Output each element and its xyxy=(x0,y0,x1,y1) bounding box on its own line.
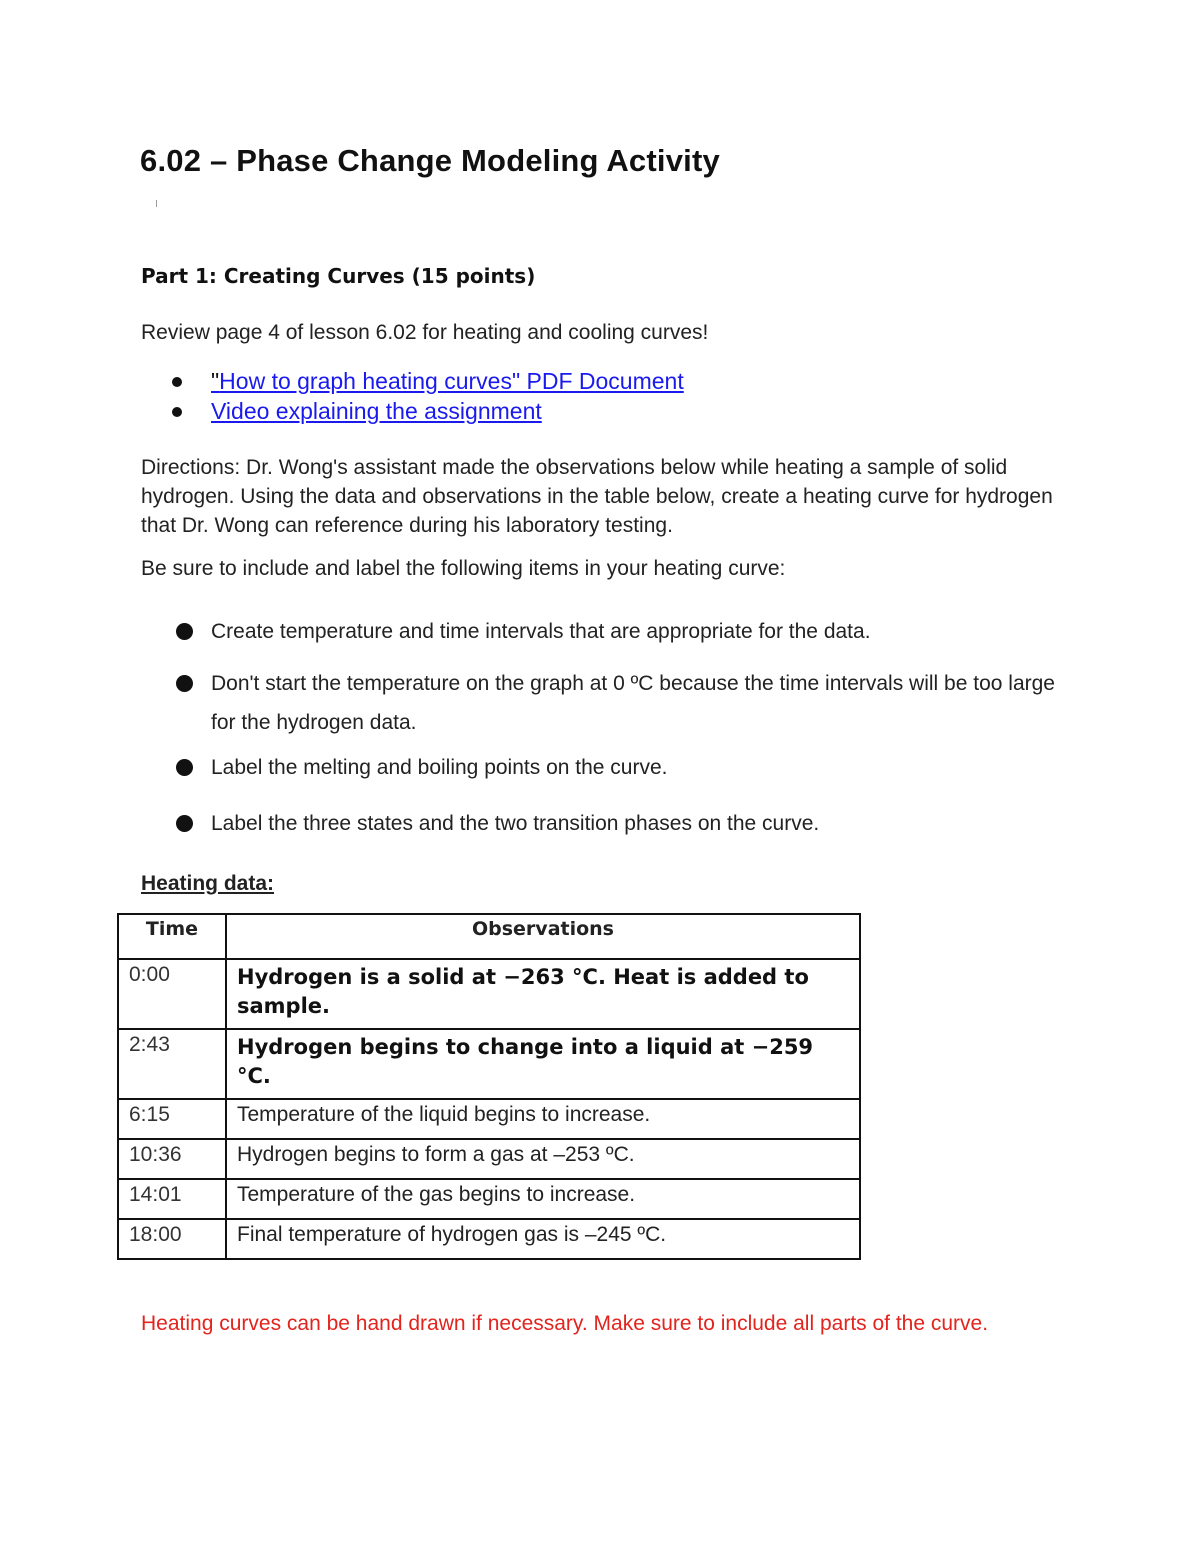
bullet-icon xyxy=(176,759,193,776)
observation-cell: Final temperature of hydrogen gas is –245 ºC. xyxy=(226,1219,860,1259)
table-row xyxy=(118,959,860,1029)
requirement-text: Label the three states and the two transition phases on the curve. xyxy=(211,812,820,835)
link-label: How to graph heating curves" PDF Document xyxy=(219,368,684,394)
observation-cell: Temperature of the gas begins to increase. xyxy=(226,1179,860,1219)
header-time: Time xyxy=(118,914,226,959)
table-row xyxy=(118,1029,860,1099)
time-cell: 6:15 xyxy=(118,1099,226,1139)
time-cell: 10:36 xyxy=(118,1139,226,1179)
page-title: 6.02 – Phase Change Modeling Activity xyxy=(140,143,720,178)
cursor-mark xyxy=(156,200,157,207)
observation-cell: Hydrogen begins to change into a liquid at −259 °C. xyxy=(226,1029,860,1099)
time-cell: 0:00 xyxy=(118,959,226,1029)
review-text: Review page 4 of lesson 6.02 for heating and cooling curves! xyxy=(141,321,709,344)
link-quote: " xyxy=(211,368,220,394)
heating-data-label: Heating data: xyxy=(141,872,275,895)
directions-paragraph: Directions: Dr. Wong's assistant made the observations below while heating a sample of solid hydrogen. Using the data and observations in the table below, create a heating curve for hydrogen that Dr. Wong can reference during his laboratory testing. xyxy=(141,456,1053,537)
list-item xyxy=(176,612,1056,651)
time-cell: 14:01 xyxy=(118,1179,226,1219)
bullet-icon xyxy=(176,675,193,692)
list-item xyxy=(172,366,684,396)
observation-cell: Hydrogen begins to form a gas at –253 ºC. xyxy=(226,1139,860,1179)
requirement-text: Don't start the temperature on the graph at 0 ºC because the time intervals will be too large for the hydrogen data. xyxy=(211,672,1055,734)
requirement-text: Label the melting and boiling points on the curve. xyxy=(211,756,668,779)
link-label: Video explaining the assignment xyxy=(211,398,542,424)
table-row xyxy=(118,1139,860,1179)
resource-links xyxy=(172,366,684,426)
table-row xyxy=(118,1099,860,1139)
table-row xyxy=(118,1219,860,1259)
hand-drawn-note: Heating curves can be hand drawn if necessary. Make sure to include all parts of the curve. xyxy=(141,1312,989,1335)
list-item xyxy=(176,804,1056,843)
heating-data-table xyxy=(117,913,861,1260)
instructions-intro: Be sure to include and label the following items in your heating curve: xyxy=(141,557,786,580)
bullet-icon xyxy=(172,407,182,417)
pdf-guide-link[interactable] xyxy=(211,368,684,394)
list-item xyxy=(176,748,1056,787)
time-cell: 2:43 xyxy=(118,1029,226,1099)
part-heading: Part 1: Creating Curves (15 points) xyxy=(141,264,536,288)
header-observations: Observations xyxy=(226,914,860,959)
time-cell: 18:00 xyxy=(118,1219,226,1259)
bullet-icon xyxy=(172,377,182,387)
bullet-icon xyxy=(176,623,193,640)
list-item xyxy=(176,664,1056,742)
table-row xyxy=(118,1179,860,1219)
observation-cell: Temperature of the liquid begins to increase. xyxy=(226,1099,860,1139)
table-header-row xyxy=(118,914,860,959)
video-link[interactable] xyxy=(211,398,542,424)
observation-cell: Hydrogen is a solid at −263 °C. Heat is added to sample. xyxy=(226,959,860,1029)
list-item xyxy=(172,396,684,426)
bullet-icon xyxy=(176,815,193,832)
requirement-text: Create temperature and time intervals that are appropriate for the data. xyxy=(211,620,871,643)
